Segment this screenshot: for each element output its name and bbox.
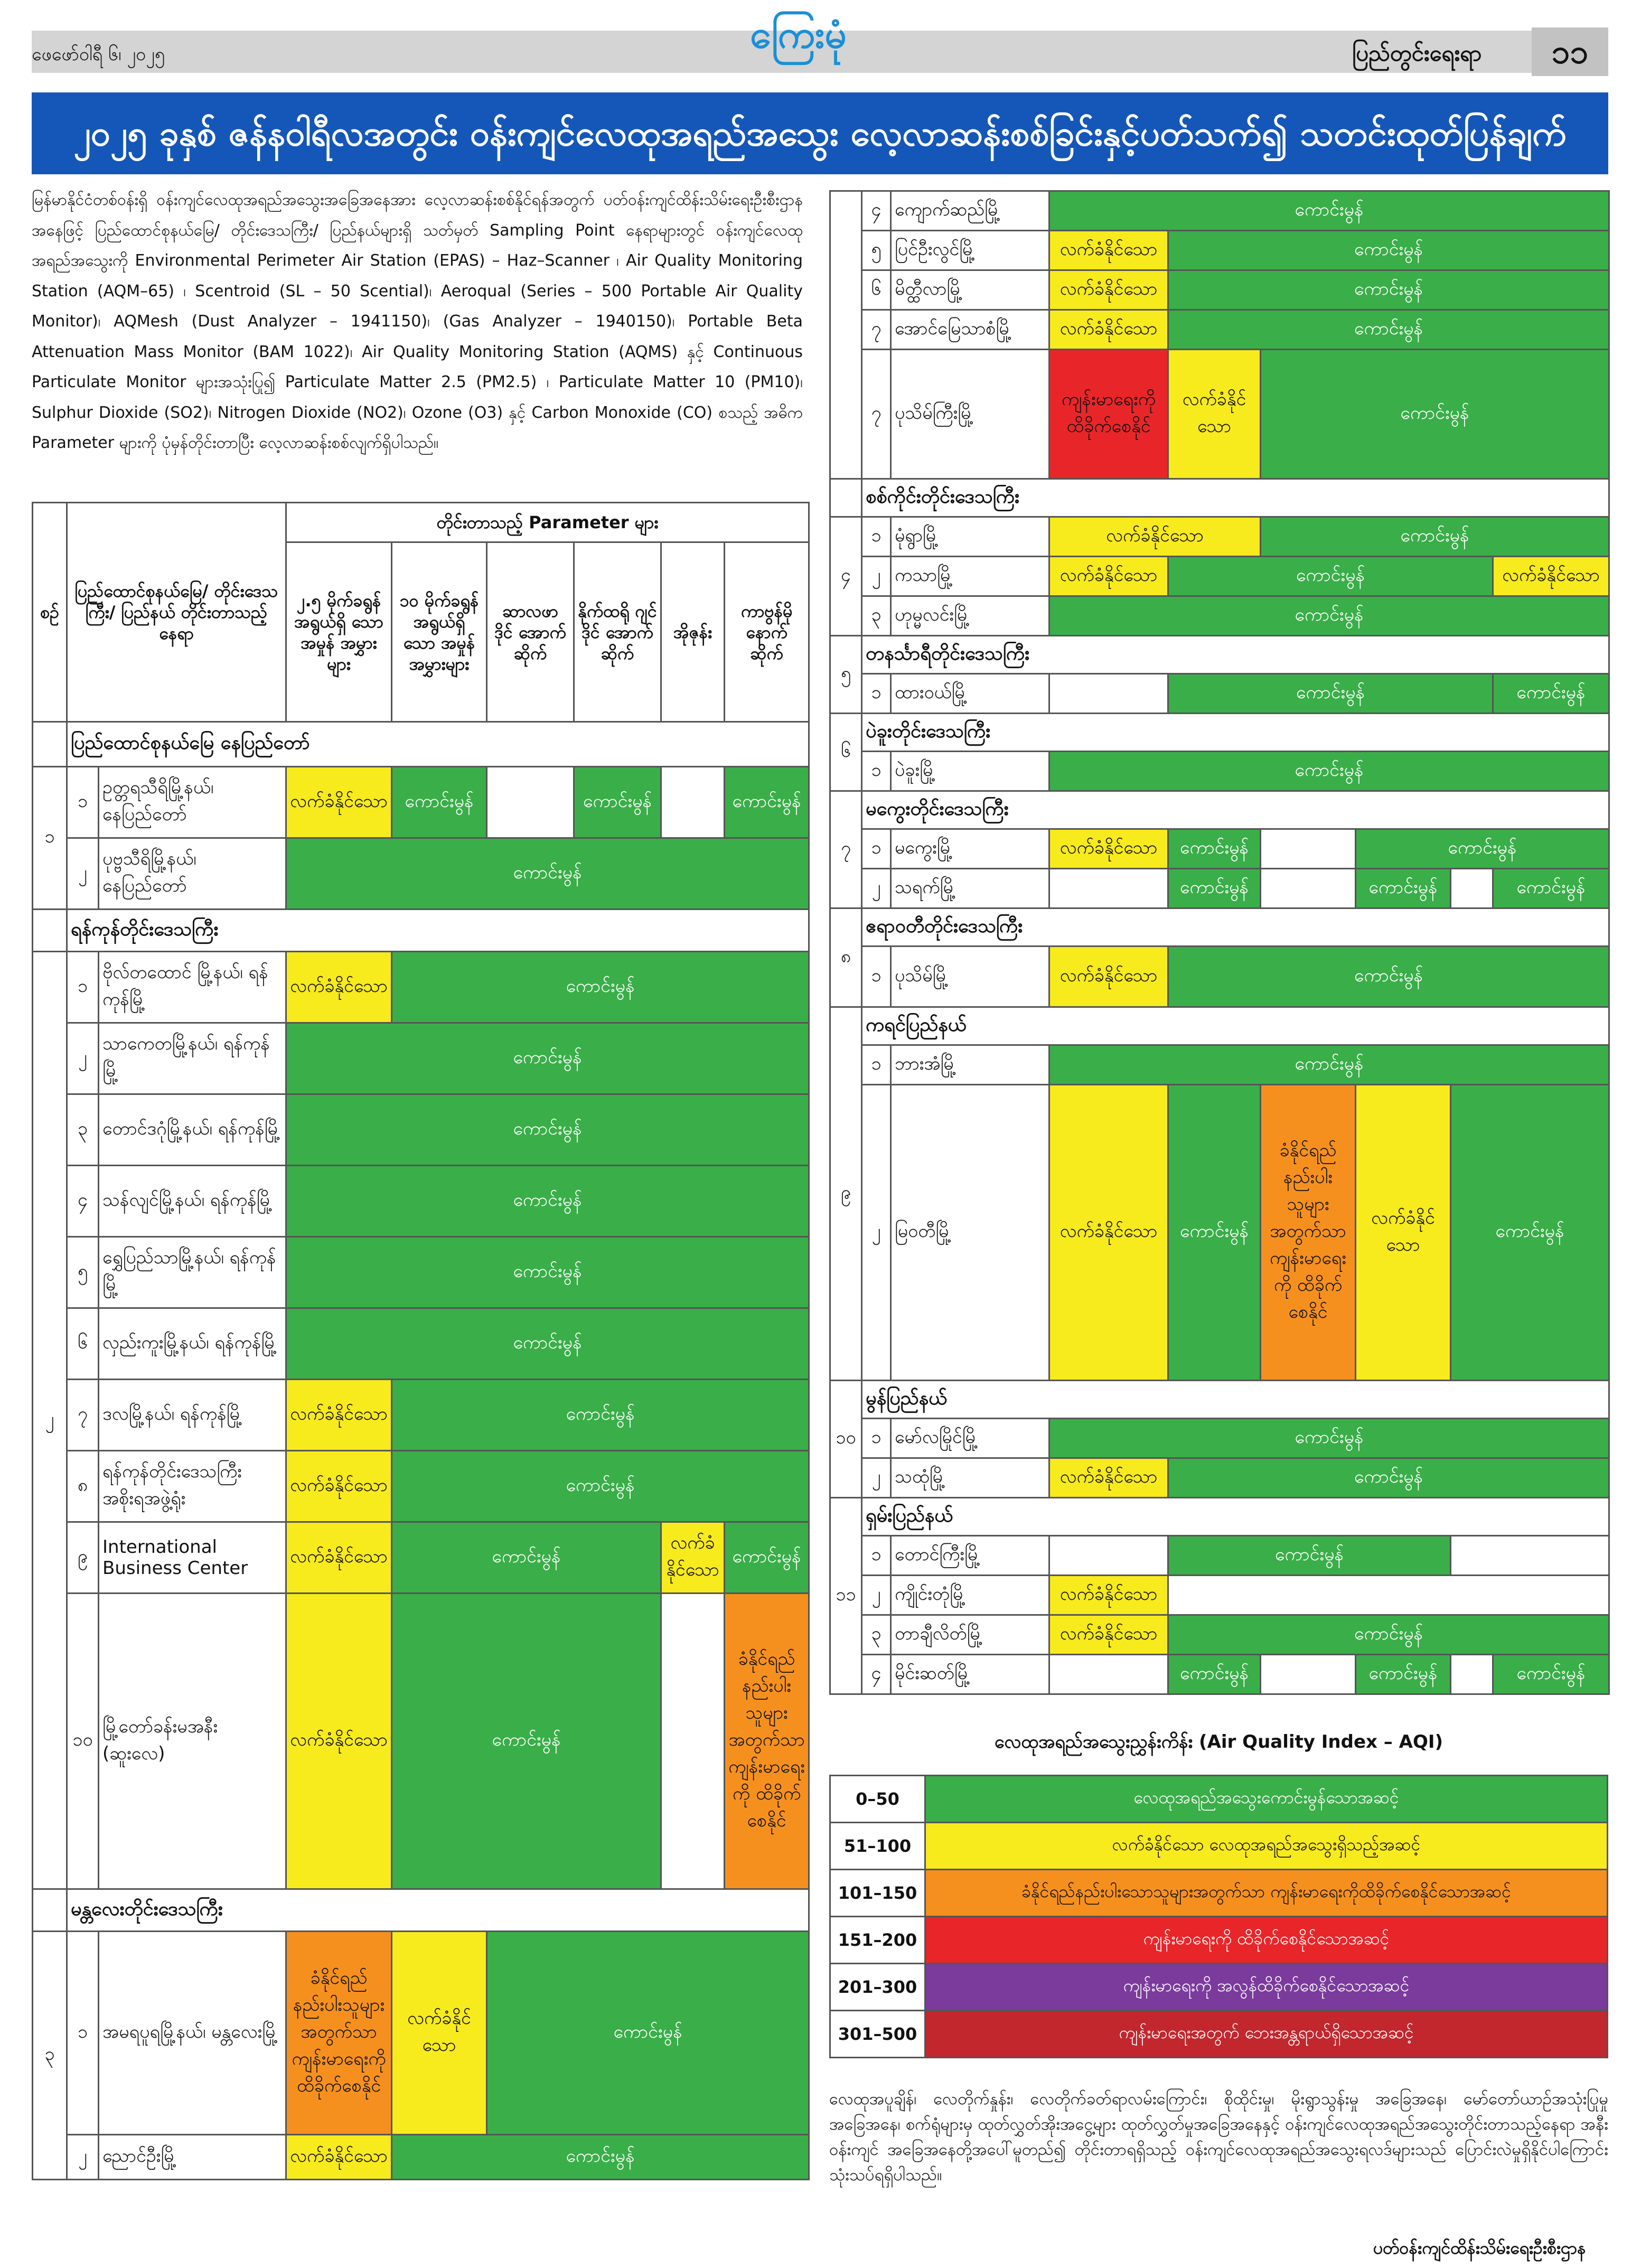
title-banner — [32, 92, 1608, 174]
table-cell: ၅ — [67, 1237, 99, 1308]
table-cell: မြို့တော်ခန်းမအနီး (ဆူးလေ) — [99, 1594, 286, 1889]
table-cell: ပဲခူးတိုင်းဒေသကြီး — [862, 714, 1609, 752]
table-cell: ကောင်းမွန် — [392, 1451, 809, 1522]
table-cell: ၂ — [862, 869, 891, 908]
table-cell — [1261, 1655, 1356, 1694]
table-cell: ကောင်းမွန် — [487, 1932, 809, 2135]
table-cell: ကောင်းမွန် — [286, 838, 809, 910]
table-cell: ခံနိုင်ရည်နည်းပါးသူများအတွက်သာ ကျန်းမာရေးကို ထိခိုက်စေနိုင် — [286, 1932, 392, 2135]
table-cell: ဗိုလ်တထောင် မြို့နယ်၊ ရန်ကုန်မြို့ — [99, 952, 286, 1023]
table-cell: ၁ — [862, 674, 891, 714]
table-cell: ကောင်းမွန် — [1049, 1419, 1609, 1458]
table-cell: လက်ခံနိုင်သော — [1049, 557, 1168, 596]
table-cell: ကောင်းမွန် — [392, 2135, 809, 2180]
section-yangon: ရန်ကုန်တိုင်းဒေသကြီး — [67, 910, 809, 952]
table-cell: ကောင်းမွန် — [392, 1522, 661, 1594]
right-table — [829, 190, 1610, 1695]
table-cell: လက်ခံနိုင်သော — [286, 1380, 392, 1451]
table-cell: ရွှေပြည်သာမြို့နယ်၊ ရန်ကုန်မြို့ — [99, 1237, 286, 1308]
table-cell: ၁၁ — [830, 1498, 862, 1694]
table-cell: တနင်္သာရီတိုင်းဒေသကြီး — [862, 636, 1609, 674]
table-cell: လက်ခံနိုင်သော — [286, 767, 392, 838]
table-cell: ကောင်းမွန် — [1049, 752, 1609, 791]
table-cell: လက်ခံနိုင်သော — [1049, 270, 1168, 310]
table-cell: ၃ — [862, 1615, 891, 1655]
col-params: တိုင်းတာသည့် Parameter များ — [286, 503, 809, 542]
table-cell: ကောင်းမွန် — [1168, 829, 1261, 869]
article-title: ၂၀၂၅ ခုနှစ် ဇန်နဝါရီလအတွင်း ဝန်းကျင်လေထုအရည်အသွေး လေ့လာဆန်းစစ်ခြင်းနှင့်ပတ်သက်၍ သတင်းထုတ်ပြန်ချက် — [73, 113, 1567, 154]
table-cell: ၉ — [830, 1007, 862, 1381]
col-place: ပြည်ထောင်စုနယ်မြေ/ တိုင်းဒေသကြီး/ ပြည်နယ် တိုင်းတာသည့်နေရာ — [67, 503, 286, 722]
table-cell: ကျန်းမာရေးကို ထိခိုက်စေနိုင် — [1049, 350, 1168, 479]
table-cell: ဧရာဝတီတိုင်းဒေသကြီး — [862, 908, 1609, 946]
col-so2: ဆာလဖာ ဒိုင် အောက် ဆိုက် — [487, 542, 574, 722]
table-cell: ၃ — [33, 1932, 67, 2180]
table-cell: ၂ — [862, 1458, 891, 1498]
table-cell: 51–100 — [830, 1823, 925, 1870]
table-cell: ကောင်းမွန် — [1168, 869, 1261, 908]
table-cell: ၉ — [67, 1522, 99, 1594]
table-cell: ၇ — [830, 791, 862, 908]
table-cell — [661, 1594, 725, 1889]
table-cell: ကောင်းမွန် — [392, 767, 487, 838]
table-cell: လက်ခံနိုင်သော လေထုအရည်အသွေးရှိသည့်အဆင့် — [925, 1823, 1608, 1870]
table-cell: ပုသိမ်ကြီးမြို့ — [891, 350, 1049, 479]
table-cell: အမရပူရမြို့နယ်၊ မန္တလေးမြို့ — [99, 1932, 286, 2135]
table-cell: ၇ — [67, 1380, 99, 1451]
table-cell: တောင်ကြီးမြို့ — [891, 1536, 1049, 1576]
table-cell: ကောင်းမွန် — [1168, 674, 1493, 714]
table-cell: ခံနိုင်ရည်နည်းပါးသူများအတွက်သာ ကျန်းမာရေးကို ထိခိုက်စေနိုင် — [1261, 1085, 1356, 1381]
table-cell: 301–500 — [830, 2011, 925, 2058]
table-cell: ကောင်းမွန် — [1261, 350, 1609, 479]
table-cell — [830, 479, 862, 517]
aqi-caption: လေထုအရည်အသွေးညွှန်းကိန်း (Air Quality Index – AQI) — [994, 1731, 1443, 1752]
col-pm10: ၁၀ မိုက်ခရွန် အရွယ်ရှိ သော အမှုန် အမွှားများ — [392, 542, 487, 722]
table-cell: ညောင်ဦးမြို့ — [99, 2135, 286, 2180]
table-cell — [33, 910, 67, 952]
table-cell: ၂ — [862, 557, 891, 596]
table-cell: ၂ — [862, 1085, 891, 1381]
table-cell: ၁ — [67, 1932, 99, 2135]
table-cell: လက်ခံနိုင်သော — [1356, 1085, 1451, 1381]
table-cell: ကောင်းမွန် — [1049, 596, 1609, 636]
table-cell: အောင်မြေသာစံမြို့ — [891, 310, 1049, 350]
col-co: ကာဗွန်မိုနောက် ဆိုက် — [725, 542, 809, 722]
table-cell: ကျန်းမာရေးအတွက် ဘေးအန္တရာယ်ရှိသောအဆင့် — [925, 2011, 1608, 2058]
table-cell: လက်ခံနိုင်သော — [286, 2135, 392, 2180]
left-table — [32, 502, 810, 2180]
table-cell: ကောင်းမွန် — [1168, 1536, 1451, 1576]
table-cell: ၇ — [862, 350, 891, 479]
table-cell: ၆ — [67, 1308, 99, 1380]
table-cell: ကောင်းမွန် — [1168, 1458, 1609, 1498]
table-cell: လက်ခံနိုင်သော — [1049, 1576, 1168, 1615]
table-cell: ဘားအံမြို့ — [891, 1045, 1049, 1085]
table-cell: 0–50 — [830, 1776, 925, 1823]
table-cell: လက်ခံနိုင်သော — [1049, 231, 1168, 270]
table-cell: ပုသိမ်မြို့ — [891, 946, 1049, 1007]
table-cell: မွန်ပြည်နယ် — [862, 1381, 1609, 1419]
table-cell: ၈ — [830, 908, 862, 1007]
table-cell: ကောင်းမွန် — [286, 1023, 809, 1094]
table-cell: ကောင်းမွန် — [1356, 869, 1451, 908]
table-cell: ကောင်းမွန် — [1168, 557, 1493, 596]
col-no: စဉ် — [33, 503, 67, 722]
table-cell: ၁ — [67, 767, 99, 838]
table-cell: ၁၀ — [830, 1381, 862, 1498]
table-cell: လက်ခံနိုင်သော — [286, 1594, 392, 1889]
table-cell: ၂ — [67, 838, 99, 910]
table-cell: တာချီလိတ်မြို့ — [891, 1615, 1049, 1655]
source-credit: ပတ်ဝန်းကျင်ထိန်းသိမ်းရေးဦးစီးဌာန — [1373, 2238, 1586, 2258]
table-cell — [33, 722, 67, 767]
aqi-legend-table — [829, 1775, 1608, 2058]
table-cell: ကောင်းမွန် — [1168, 1615, 1609, 1655]
table-cell: ကောင်းမွန် — [286, 1094, 809, 1166]
newspaper-logo: ကြေးမုံ — [750, 12, 847, 57]
table-cell: ကောင်းမွန် — [1168, 946, 1609, 1007]
table-cell: လက်ခံနိုင်သော — [1049, 1085, 1168, 1381]
table-cell — [1168, 1576, 1609, 1615]
table-cell: ပဲခူးမြို့ — [891, 752, 1049, 791]
table-cell — [1049, 1536, 1168, 1576]
col-pm25: ၂.၅ မိုက်ခရွန် အရွယ်ရှိ သော အမှုန် အမွှားများ — [286, 542, 392, 722]
table-cell — [1451, 1536, 1609, 1576]
intro-paragraph: မြန်မာနိုင်ငံတစ်ဝန်းရှိ ဝန်းကျင်လေထုအရည်အသွေးအခြေအနေအား လေ့လာဆန်းစစ်နိုင်ရန်အတွက် ပတ်ဝန်းကျင်ထိန်းသိမ်းရေးဦးစီးဌာနအနေဖြင့် ပြည်ထောင်စုနယ်မြေ/ တိုင်းဒေသကြီး/ ပြည်နယ်များရှိ သတ်မှတ် Sampling Point နေရာများတွင် ဝန်းကျင်လေထုအရည်အသွေးကို Environmental Perimeter Air Station (EPAS) – Haz–Scanner ၊ Air Quality Monitoring Station (AQM–65) ၊ Scentroid (SL – 50 Scential)၊ Aeroqual (Series – 500 Portable Air Quality Monitor)၊ AQMesh (Dust Analyzer – 1941150)၊ (Gas Analyzer – 1940150)၊ Portable Beta Attenuation Mass Monitor (BAM 1022)၊ Air Quality Monitoring Station (AQMS) နှင့် Continuous Particulate Monitor များအသုံးပြု၍ Particulate Matter 2.5 (PM2.5) ၊ Particulate Matter 10 (PM10)၊ Sulphur Dioxide (SO2)၊ Nitrogen Dioxide (NO2)၊ Ozone (O3) နှင့် Carbon Monoxide (CO) စသည့် အဓိက Parameter များကို ပုံမှန်တိုင်းတာပြီး လေ့လာဆန်းစစ်လျက်ရှိပါသည်။ — [32, 191, 803, 452]
table-cell: ရန်ကုန်တိုင်းဒေသကြီး အစိုးရအဖွဲ့ရုံး — [99, 1451, 286, 1522]
table-cell: ဒလမြို့နယ်၊ ရန်ကုန်မြို့ — [99, 1380, 286, 1451]
table-cell: ၆ — [862, 270, 891, 310]
table-cell: လေထုအရည်အသွေးကောင်းမွန်သောအဆင့် — [925, 1776, 1608, 1823]
table-cell: ကောင်းမွန် — [1168, 270, 1609, 310]
table-cell: ထားဝယ်မြို့ — [891, 674, 1049, 714]
table-cell: တောင်ဒဂုံမြို့နယ်၊ ရန်ကုန်မြို့ — [99, 1094, 286, 1166]
table-cell — [1451, 1655, 1493, 1694]
table-cell: ကျောက်ဆည်မြို့ — [891, 191, 1049, 231]
table-cell: ၅ — [862, 231, 891, 270]
table-cell: ကောင်းမွန် — [574, 767, 661, 838]
table-cell: ကောင်းမွန် — [1493, 1655, 1609, 1694]
table-cell — [33, 1889, 67, 1932]
table-cell: ၆ — [830, 714, 862, 791]
table-cell: ၁ — [33, 767, 67, 910]
table-cell: ကောင်းမွန် — [1049, 1045, 1609, 1085]
table-cell: ဟုမ္မလင်းမြို့ — [891, 596, 1049, 636]
table-cell: ရှမ်းပြည်နယ် — [862, 1498, 1609, 1536]
table-cell — [830, 191, 862, 479]
table-cell: လက်ခံနိုင်သော — [286, 1451, 392, 1522]
col-no2: နိုက်ထရို ဂျင်ဒိုင် အောက် ဆိုက် — [574, 542, 661, 722]
table-cell: ၄ — [830, 517, 862, 636]
table-cell: ခံနိုင်ရည်နည်းပါးသောသူများအတွက်သာ ကျန်းမာရေးကိုထိခိုက်စေနိုင်သောအဆင့် — [925, 1870, 1608, 1917]
table-cell: ၂ — [33, 952, 67, 1889]
table-cell: မိုင်းဆတ်မြို့ — [891, 1655, 1049, 1694]
section-naypyitaw: ပြည်ထောင်စုနယ်မြေ နေပြည်တော် — [67, 722, 809, 767]
table-cell: ကောင်းမွန် — [286, 1308, 809, 1380]
table-cell: ၁ — [862, 946, 891, 1007]
table-cell: ကောင်းမွန် — [392, 952, 809, 1023]
table-cell — [487, 767, 574, 838]
table-cell: ကောင်းမွန် — [1261, 517, 1609, 557]
table-cell: ၄ — [67, 1166, 99, 1237]
table-cell: ၁ — [862, 829, 891, 869]
table-cell: ၂ — [67, 2135, 99, 2180]
table-cell: လက်ခံနိုင်သော — [392, 1932, 487, 2135]
table-cell: ကောင်းမွန် — [725, 1522, 809, 1594]
table-cell: ၄ — [862, 1655, 891, 1694]
col-o3: အိုဇုန်း — [661, 542, 725, 722]
table-cell: ကောင်းမွန် — [286, 1237, 809, 1308]
table-cell: လက်ခံနိုင်သော — [286, 952, 392, 1023]
table-cell: မိတ္ထီလာမြို့ — [891, 270, 1049, 310]
table-cell: ကောင်းမွန် — [392, 1380, 809, 1451]
page-number: ၁၁ — [1532, 27, 1608, 76]
table-cell: မော်လမြိုင်မြို့ — [891, 1419, 1049, 1458]
table-cell: လက်ခံနိုင်သော — [661, 1522, 725, 1594]
table-cell: ပုဗ္ဗသီရိမြို့နယ်၊ နေပြည်တော် — [99, 838, 286, 910]
table-cell: ၁၀ — [67, 1594, 99, 1889]
table-cell: ကောင်းမွန် — [1493, 869, 1609, 908]
table-cell: လက်ခံနိုင်သော — [1049, 946, 1168, 1007]
table-cell: လက်ခံနိုင်သော — [1049, 310, 1168, 350]
table-cell: ၁ — [862, 1536, 891, 1576]
table-cell: ကောင်းမွန် — [1451, 1085, 1609, 1381]
table-cell: မြဝတီမြို့ — [891, 1085, 1049, 1381]
issue-date: ဖေဖော်ဝါရီ ၆၊ ၂၀၂၅ — [32, 44, 165, 65]
table-cell — [1261, 829, 1356, 869]
table-cell: ခံနိုင်ရည်နည်းပါးသူများအတွက်သာ ကျန်းမာရေးကို ထိခိုက်စေနိုင် — [725, 1594, 809, 1889]
table-cell: ပြင်ဦးလွင်မြို့ — [891, 231, 1049, 270]
table-cell: ၄ — [862, 191, 891, 231]
table-cell: ကောင်းမွန် — [1168, 310, 1609, 350]
table-cell: ကောင်းမွန် — [1356, 829, 1609, 869]
table-cell: ၁ — [67, 952, 99, 1023]
table-cell: International Business Center — [99, 1522, 286, 1594]
table-cell — [1261, 869, 1356, 908]
table-cell: ကောင်းမွန် — [1168, 1085, 1261, 1381]
table-cell: လက်ခံနိုင်သော — [1049, 1458, 1168, 1498]
table-cell: ၁ — [862, 752, 891, 791]
table-cell: ကောင်းမွန် — [1168, 231, 1609, 270]
table-cell: ကောင်းမွန် — [286, 1166, 809, 1237]
table-cell — [661, 767, 725, 838]
table-cell: ကရင်ပြည်နယ် — [862, 1007, 1609, 1045]
table-cell: ၁ — [862, 517, 891, 557]
table-cell: ၁ — [862, 1419, 891, 1458]
table-cell: သထုံမြို့ — [891, 1458, 1049, 1498]
table-cell: လက်ခံနိုင်သော — [1168, 350, 1261, 479]
table-cell: 101–150 — [830, 1870, 925, 1917]
table-cell: လှည်းကူးမြို့နယ်၊ ရန်ကုန်မြို့ — [99, 1308, 286, 1380]
table-cell: သရက်မြို့ — [891, 869, 1049, 908]
table-cell: ၂ — [862, 1576, 891, 1615]
table-cell: ၂ — [67, 1023, 99, 1094]
table-cell: ၁ — [862, 1045, 891, 1085]
table-cell: ကောင်းမွန် — [392, 1594, 661, 1889]
table-cell: ၇ — [862, 310, 891, 350]
table-cell: 151–200 — [830, 1917, 925, 1964]
place-cell: ဥတ္တရသီရိမြို့နယ်၊ နေပြည်တော် — [99, 767, 286, 838]
table-cell: မုံရွာမြို့ — [891, 517, 1049, 557]
table-cell: လက်ခံနိုင်သော — [286, 1522, 392, 1594]
footer-note: လေထုအပူချိန်၊ လေတိုက်နှုန်း၊ လေတိုက်ခတ်ရာလမ်းကြောင်း၊ စိုထိုင်းမှု၊ မိုးရွာသွန်းမှု အခြေအနေ၊ မော်တော်ယာဉ်အသုံးပြုမှုအခြေအနေ၊ စက်ရုံများမှ ထုတ်လွှတ်အိုးအငွေ့များ ထုတ်လွှတ်မှုအခြေအနေနှင့် ဝန်းကျင်လေထုအရည်အသွေးတိုင်းတာသည့်နေရာ အနီးဝန်းကျင် အခြေအနေတို့အပေါ်မူတည်၍ တိုင်းတာရရှိသည့် ဝန်းကျင်လေထုအရည်အသွေးရလဒ်များသည် ပြောင်းလဲမှုရှိနိုင်ပါကြောင်း သုံးသပ်ရရှိပါသည်။ — [829, 2089, 1608, 2185]
table-cell — [1451, 869, 1493, 908]
table-cell: ကျိုင်းတုံမြို့ — [891, 1576, 1049, 1615]
table-cell — [1049, 869, 1168, 908]
table-cell: လက်ခံနိုင်သော — [1493, 557, 1609, 596]
table-cell: ကျန်းမာရေးကို အလွန်ထိခိုက်စေနိုင်သောအဆင့် — [925, 1964, 1608, 2011]
section-mandalay: မန္တလေးတိုင်းဒေသကြီး — [67, 1889, 809, 1932]
table-cell: ကောင်းမွန် — [725, 767, 809, 838]
table-cell: ကောင်းမွန် — [1168, 1655, 1261, 1694]
table-cell: ကောင်းမွန် — [1049, 191, 1609, 231]
table-cell: သာကေတမြို့နယ်၊ ရန်ကုန်မြို့ — [99, 1023, 286, 1094]
table-cell: ကောင်းမွန် — [1493, 674, 1609, 714]
table-cell: လက်ခံနိုင်သော — [1049, 517, 1261, 557]
table-cell: လက်ခံနိုင်သော — [1049, 1615, 1168, 1655]
table-cell — [1049, 674, 1168, 714]
table-cell: ၈ — [67, 1451, 99, 1522]
table-cell: ကသာမြို့ — [891, 557, 1049, 596]
section-label: ပြည်တွင်းရေးရာ — [1352, 40, 1482, 66]
table-cell — [1049, 1655, 1168, 1694]
table-cell: ၃ — [862, 596, 891, 636]
table-cell: ကျန်းမာရေးကို ထိခိုက်စေနိုင်သောအဆင့် — [925, 1917, 1608, 1964]
table-cell: သန်လျင်မြို့နယ်၊ ရန်ကုန်မြို့ — [99, 1166, 286, 1237]
table-cell: ကောင်းမွန် — [1356, 1655, 1451, 1694]
table-cell: 201–300 — [830, 1964, 925, 2011]
table-cell: စစ်ကိုင်းတိုင်းဒေသကြီး — [862, 479, 1609, 517]
table-cell: လက်ခံနိုင်သော — [1049, 829, 1168, 869]
table-cell: မကွေးတိုင်းဒေသကြီး — [862, 791, 1609, 829]
table-cell: ၅ — [830, 636, 862, 714]
table-cell: မကွေးမြို့ — [891, 829, 1049, 869]
table-cell: ၃ — [67, 1094, 99, 1166]
